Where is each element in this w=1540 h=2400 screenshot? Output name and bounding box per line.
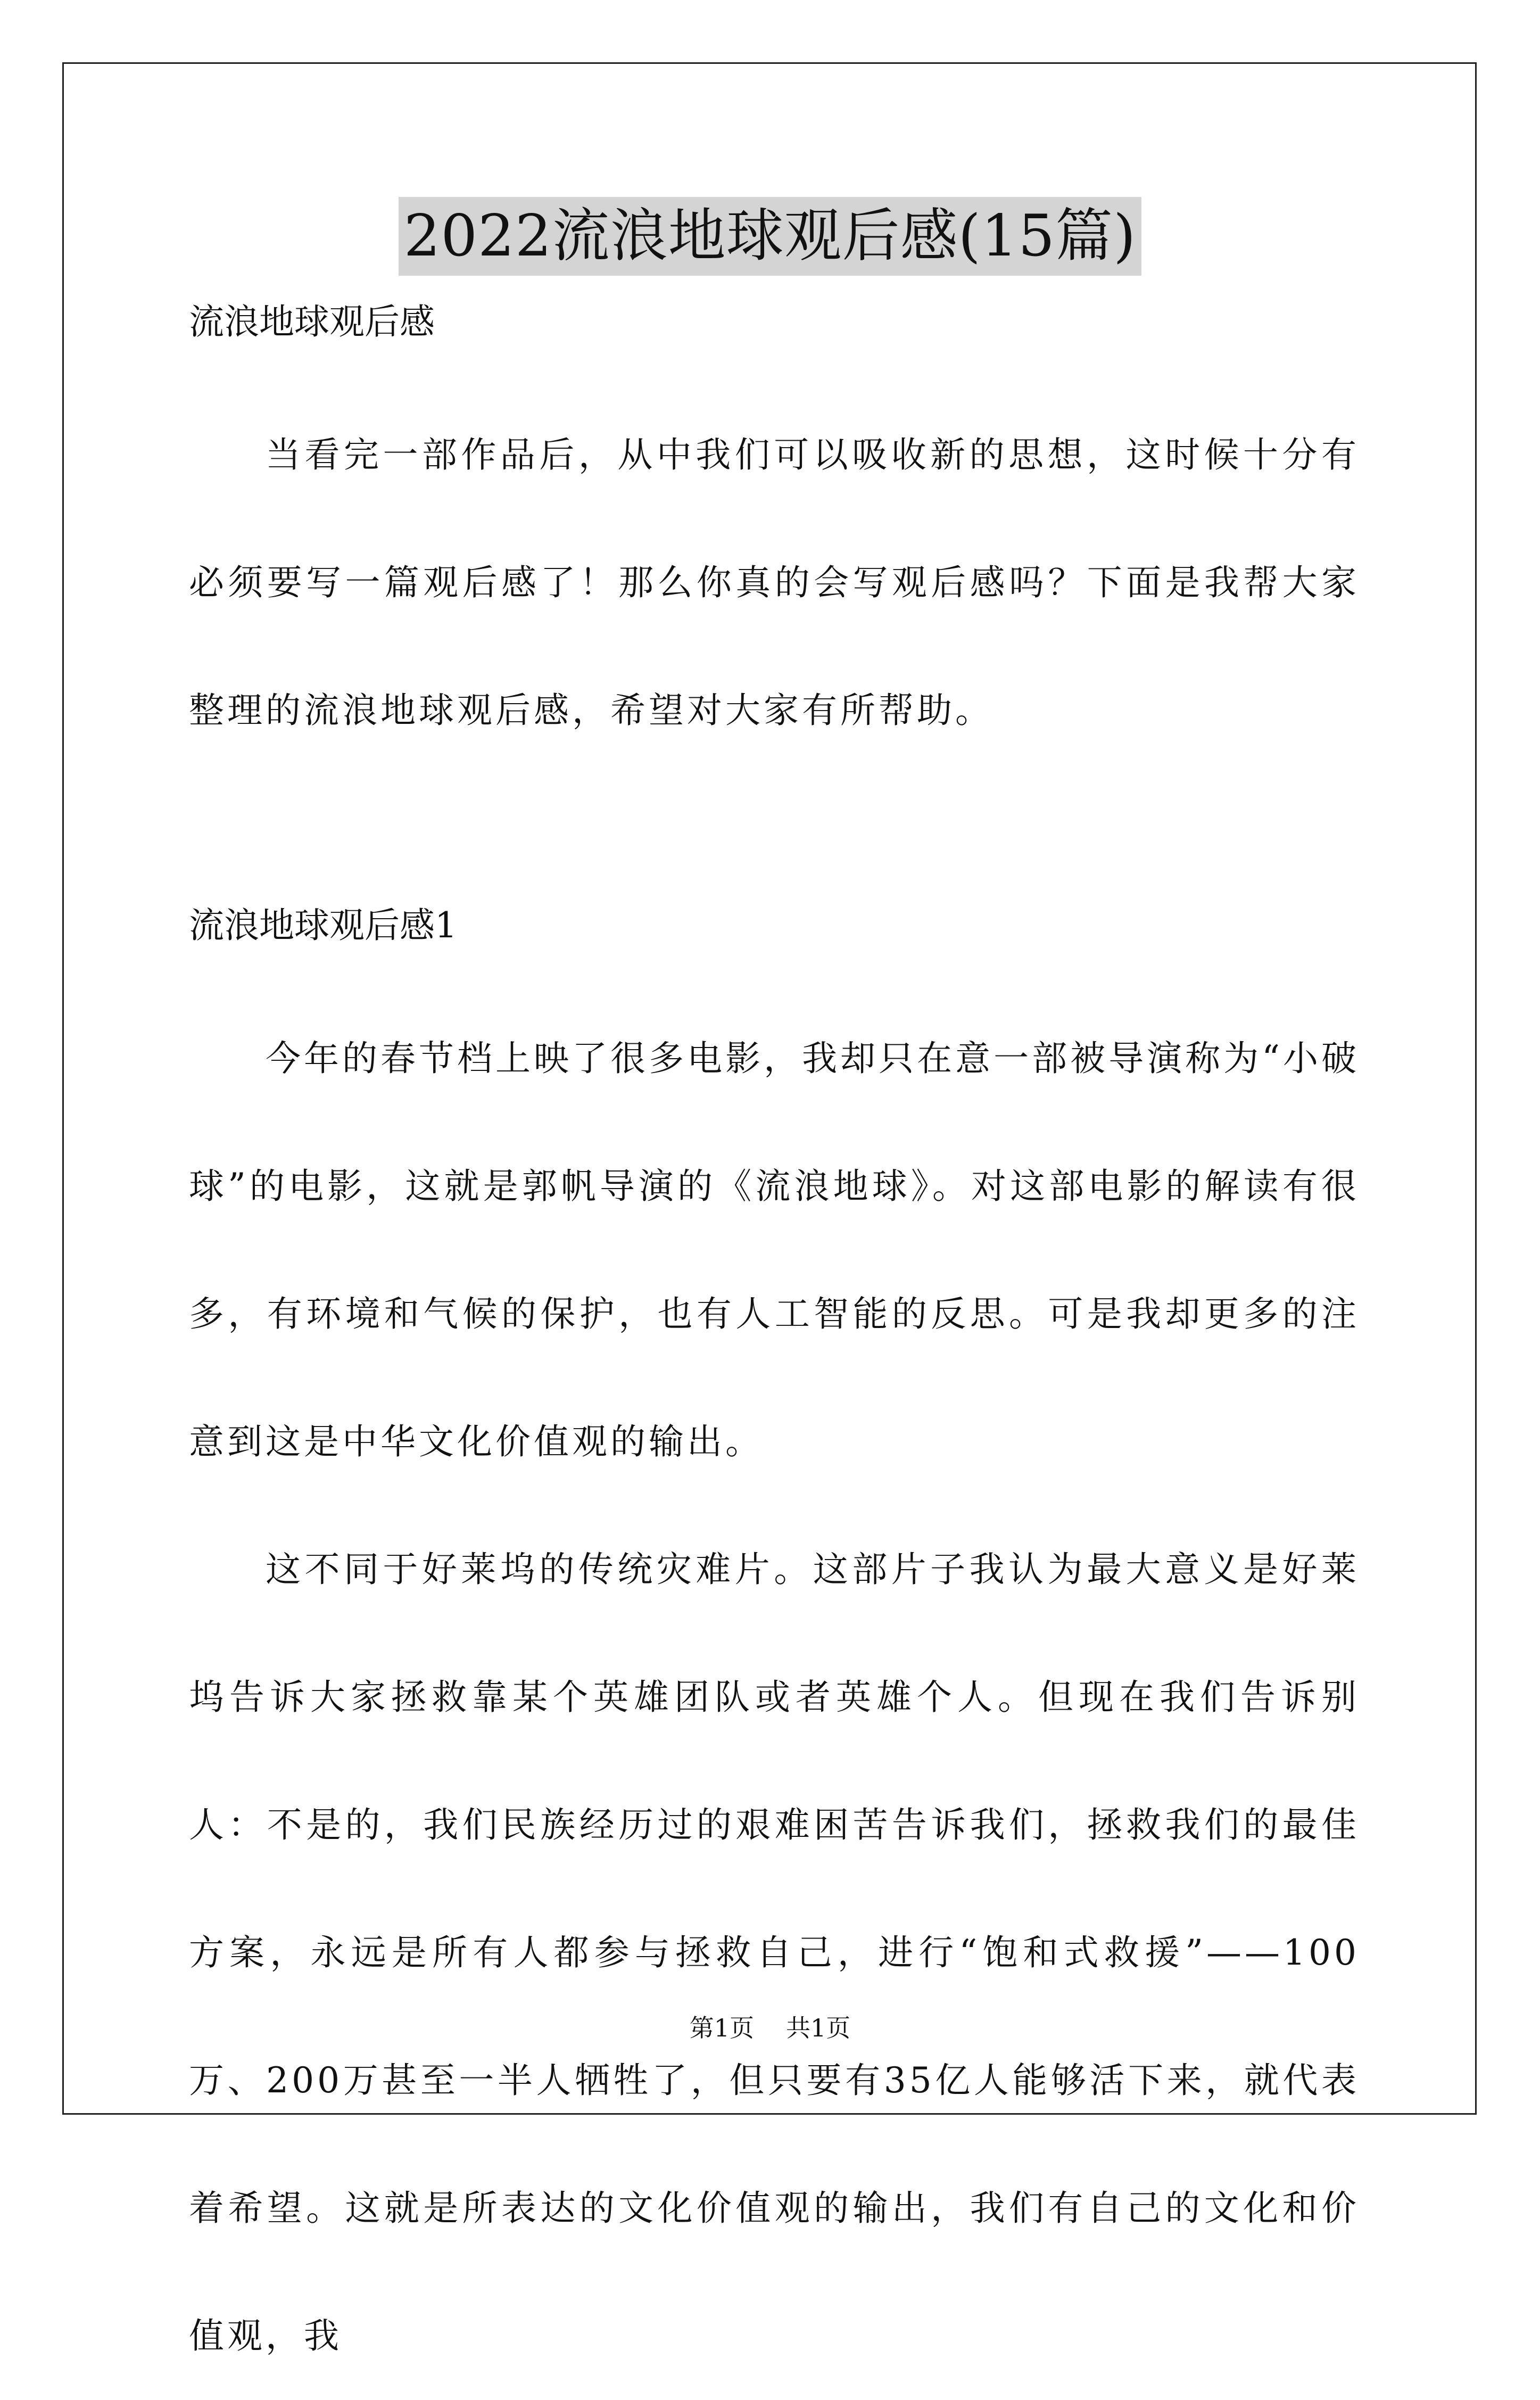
title-container <box>0 197 1540 276</box>
body-paragraph: 这不同于好莱坞的传统灾难片。这部片子我认为最大意义是好莱坞告诉大家拯救靠某个英雄团队或者英雄个人。但现在我们告诉别人：不是的，我们民族经历过的艰难困苦告诉我们，拯救我们的最佳方案，永远是所有人都参与拯救自己，进行“饱和式救援”——100万、200万甚至一半人牺牲了，但只要有35亿人能够活下来，就代表着希望。这就是所表达的文化价值观的输出，我们有自己的文化和价值观，我 <box>189 1549 1360 2356</box>
spacer <box>189 349 1360 391</box>
body-paragraph: 今年的春节档上映了很多电影，我却只在意一部被导演称为“小破球”的电影，这就是郭帆导演的《流浪地球》。对这部电影的解读有很多，有环境和气候的保护，也有人工智能的反思。可是我却更多的注意到这是中华文化价值观的输出。 <box>189 1038 1360 1462</box>
spacer <box>189 774 1360 899</box>
intro-paragraph: 当看完一部作品后，从中我们可以吸收新的思想，这时候十分有必须要写一篇观后感了！那么你真的会写观后感吗？下面是我帮大家整理的流浪地球观后感，希望对大家有所帮助。 <box>189 434 1360 731</box>
page-footer <box>0 2012 1540 2044</box>
intro-heading: 流浪地球观后感 <box>189 301 435 342</box>
document-title: 2022流浪地球观后感(15篇) <box>399 197 1142 276</box>
spacer <box>189 952 1360 995</box>
page-number: 第1页 <box>689 2014 754 2042</box>
page-total: 共1页 <box>786 2014 851 2042</box>
document-body <box>189 295 1360 2400</box>
section-heading: 流浪地球观后感1 <box>189 905 457 946</box>
